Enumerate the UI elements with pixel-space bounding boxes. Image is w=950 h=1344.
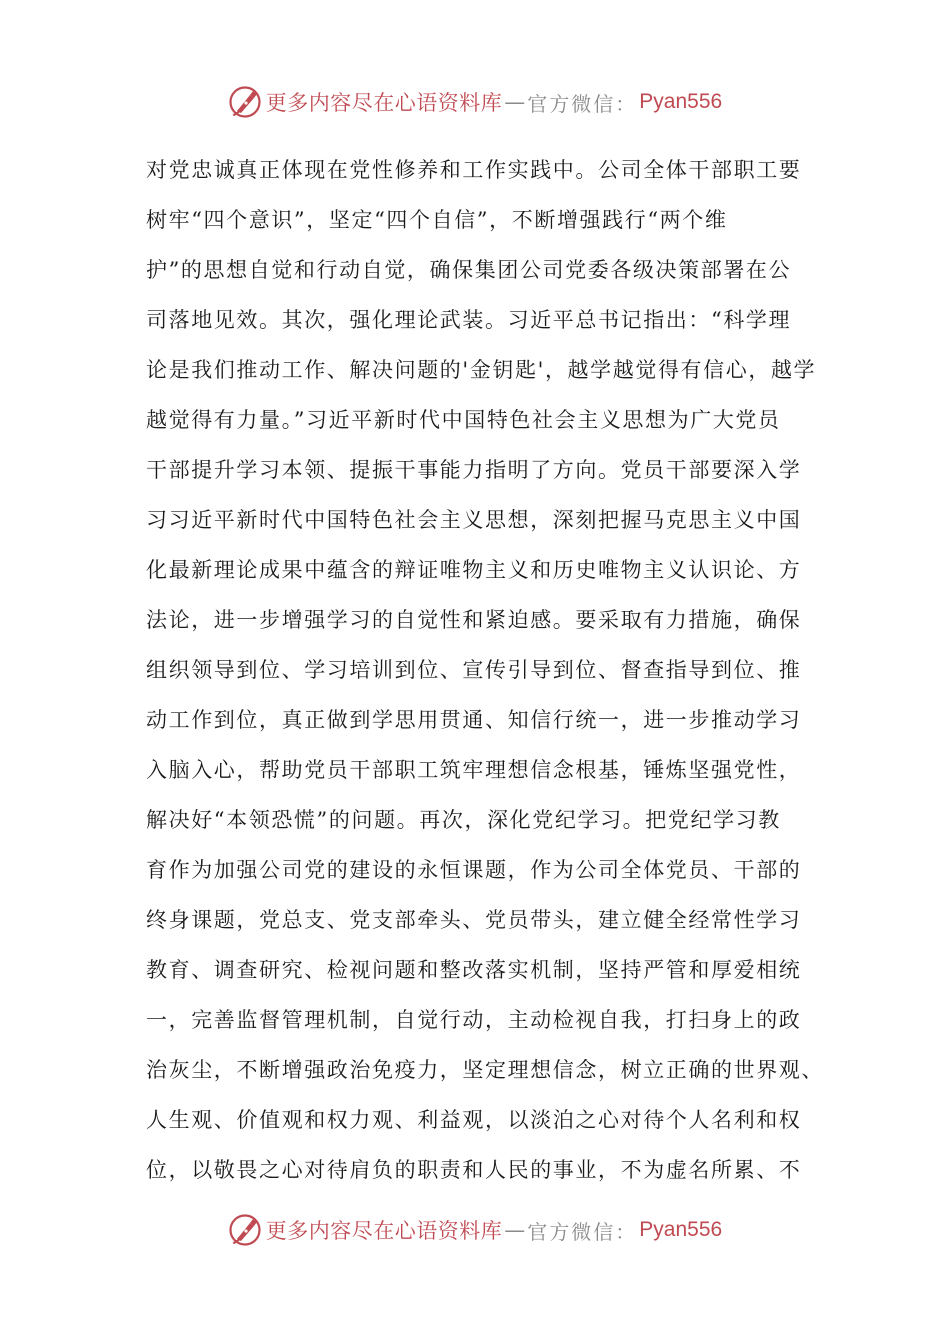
body-line: 解决好“本领恐慌”的问题。再次，深化党纪学习。把党纪学习教: [146, 808, 781, 832]
body-line: 人生观、价值观和权力观、利益观，以淡泊之心对待个人名利和权: [146, 1108, 802, 1132]
pen-nib-seal-icon: [228, 1213, 262, 1247]
body-line: 位，以敬畏之心对待肩负的职责和人民的事业，不为虚名所累、不: [146, 1158, 802, 1182]
body-line: 入脑入心，帮助党员干部职工筑牢理想信念根基，锤炼坚强党性，: [146, 758, 802, 782]
body-line: 治灰尘，不断增强政治免疫力，坚定理想信念，树立正确的世界观、: [146, 1058, 824, 1082]
banner-separator: —: [504, 90, 526, 114]
body-line: 对党忠诚真正体现在党性修养和工作实践中。公司全体干部职工要: [146, 158, 802, 182]
footer-banner: [0, 1208, 950, 1252]
body-line: 教育、调查研究、检视问题和整改落实机制，坚持严管和厚爱相统: [146, 958, 802, 982]
header-banner: [0, 80, 950, 124]
body-line: 动工作到位，真正做到学思用贯通、知信行统一，进一步推动学习: [146, 708, 802, 732]
body-line: 终身课题，党总支、党支部牵头、党员带头，建立健全经常性学习: [146, 908, 802, 932]
body-line: 干部提升学习本领、提振干事能力指明了方向。党员干部要深入学: [146, 458, 802, 482]
body-line: 树牢“四个意识”，坚定“四个自信”，不断增强践行“两个维: [146, 208, 728, 232]
banner-slogan: 更多内容尽在心语资料库: [265, 1219, 503, 1243]
banner-separator: —: [504, 1218, 526, 1242]
body-line: 育作为加强公司党的建设的永恒课题，作为公司全体党员、干部的: [146, 858, 802, 882]
banner-wechat-id: Pyan556: [639, 90, 723, 113]
body-line: 论是我们推动工作、解决问题的'金钥匙'，越学越觉得有信心，越学: [146, 358, 817, 382]
banner-slogan: 更多内容尽在心语资料库: [265, 91, 503, 115]
pen-nib-seal-icon: [228, 85, 262, 119]
banner-wechat-id: Pyan556: [639, 1218, 723, 1241]
banner-wechat-label: 官方微信：: [527, 91, 638, 116]
body-line: 化最新理论成果中蕴含的辩证唯物主义和历史唯物主义认识论、方: [146, 558, 802, 582]
document-body: [146, 145, 824, 1195]
body-line: 一，完善监督管理机制，自觉行动，主动检视自我，打扫身上的政: [146, 1008, 802, 1032]
body-line: 习习近平新时代中国特色社会主义思想，深刻把握马克思主义中国: [146, 508, 802, 532]
body-line: 法论，进一步增强学习的自觉性和紧迫感。要采取有力措施，确保: [146, 608, 802, 632]
banner-wechat-label: 官方微信：: [527, 1219, 638, 1244]
body-line: 司落地见效。其次，强化理论武装。习近平总书记指出：“科学理: [146, 308, 792, 332]
body-line: 越觉得有力量。”习近平新时代中国特色社会主义思想为广大党员: [146, 408, 781, 432]
body-line: 组织领导到位、学习培训到位、宣传引导到位、督查指导到位、推: [146, 658, 802, 682]
body-line: 护”的思想自觉和行动自觉，确保集团公司党委各级决策部署在公: [146, 258, 792, 282]
